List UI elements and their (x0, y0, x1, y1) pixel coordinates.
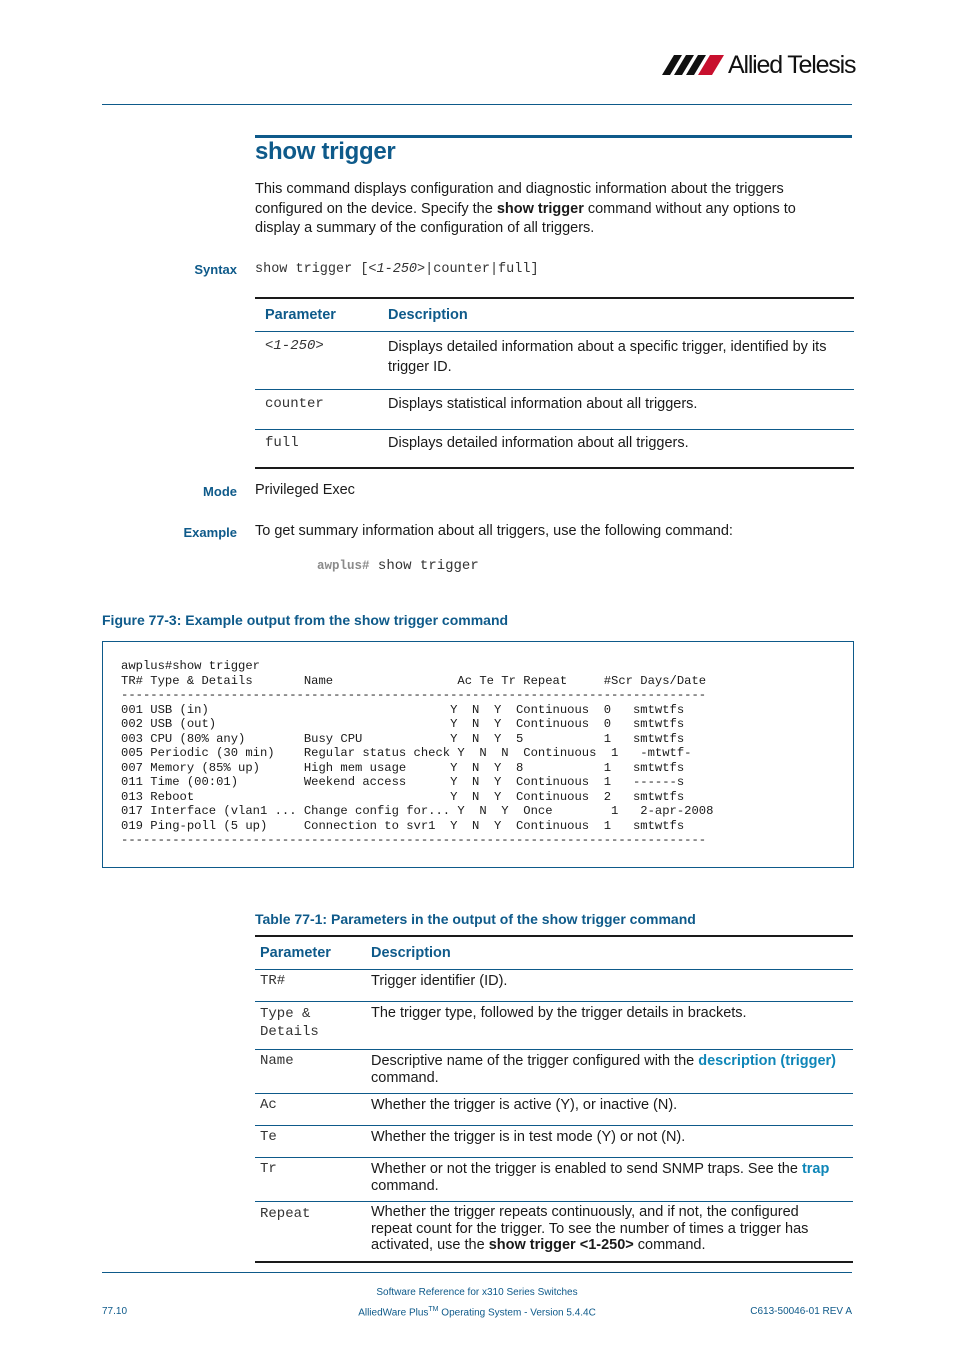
command-text: show trigger (377, 558, 479, 574)
syntax-italic: 1-250 (376, 262, 418, 277)
desc-text: Whether the trigger repeats continuously, and if not, the configured repeat count for the trigger. To see the number of times a trigger has activated, use the (371, 1204, 809, 1253)
desc-text: command. (371, 1069, 439, 1086)
footer-title: Software Reference for x310 Series Switches (376, 1287, 578, 1298)
desc-cell: Whether the trigger is in test mode (Y) or not (N). (356, 1126, 853, 1158)
table-row (255, 970, 853, 1002)
intro-text: configured on the device. Specify the (255, 200, 497, 217)
example-command (317, 558, 479, 574)
desc-cell: Displays statistical information about all triggers. (378, 390, 854, 430)
example-text: To get summary information about all triggers, use the following command: (255, 523, 733, 539)
intro-text: command without any options to (583, 200, 796, 217)
desc-cell (356, 1158, 853, 1202)
output-parameters-table (255, 935, 853, 1263)
column-header: Description (371, 945, 451, 961)
desc-cell: Whether the trigger is active (Y), or inactive (N). (356, 1094, 853, 1126)
syntax-command (255, 262, 539, 277)
param-italic: 1-250 (273, 338, 316, 354)
intro-line (255, 200, 855, 220)
footer-text: AlliedWare Plus (358, 1307, 429, 1319)
param-cell: Repeat (255, 1202, 356, 1263)
table-row (255, 390, 854, 430)
page-number: 77.10 (102, 1306, 128, 1317)
description-trigger-link[interactable]: description (trigger) (698, 1053, 836, 1069)
param-part: < (265, 338, 274, 354)
logo-text: Allied Telesis (728, 50, 856, 79)
intro-bold-command: show trigger (496, 200, 584, 217)
desc-cell: Displays detailed information about all triggers. (378, 430, 854, 469)
param-cell (255, 332, 378, 390)
command-output-box (102, 641, 854, 868)
desc-cell (356, 1202, 853, 1263)
allied-telesis-logo-icon (662, 55, 724, 75)
command-output: awplus#show trigger TR# Type & Details Name Ac Te Tr Repeat #Scr Days/Date -------------------------------------------------------------------------------- 001 USB (in) Y N Y Continuous 0 smtwtfs 002 USB (out) Y N Y Continuous 0 smtwtfs 003 CPU (80% any) Busy CPU Y N Y 5 1 smtwtfs 005 Periodic (30 min) Regular status check Y N N Continuous 1 -mtwtf- 007 Memory (85% up) High mem usage Y N Y 8 1 smtwtfs 011 Time (00:01) Weekend access Y N Y Continuous 1 ------s 013 Reboot Y N Y Continuous 2 smtwtfs 017 Interface (vlan1 ... Change config for... Y N Y Once 1 2-apr-2008 019 Ping-poll (5 up) Connection to svr1 Y N Y Continuous 1 smtwtfs -------------------------------------------------------------------------------- (121, 659, 714, 847)
table-row (255, 1202, 853, 1263)
example-label: Example (183, 525, 237, 540)
page-title: show trigger (255, 138, 396, 165)
document-id: C613-50046-01 REV A (750, 1306, 852, 1317)
param-cell: full (255, 430, 378, 469)
footer-text: Operating System - Version 5.4.4C (438, 1307, 596, 1319)
column-header: Parameter (265, 307, 336, 323)
table-row (255, 1002, 853, 1050)
desc-cell (356, 1050, 853, 1094)
param-line: Type & (260, 1006, 311, 1022)
desc-text: command. (633, 1237, 706, 1253)
param-cell: Name (255, 1050, 356, 1094)
intro-line: This command displays configuration and diagnostic information about the triggers (255, 181, 784, 197)
mode-text: Privileged Exec (255, 482, 355, 498)
intro-paragraph (255, 180, 855, 239)
desc-cell: Trigger identifier (ID). (356, 970, 853, 1002)
trap-link[interactable]: trap (801, 1161, 830, 1177)
mode-label: Mode (203, 484, 237, 499)
param-cell: Tr (255, 1158, 356, 1202)
logo (662, 52, 855, 78)
intro-line: display a summary of the configuration of all triggers. (255, 220, 595, 236)
table-row (255, 1158, 853, 1202)
table-caption: Table 77-1: Parameters in the output of the show trigger command (255, 911, 696, 927)
table-row (255, 1050, 853, 1094)
parameter-table (255, 297, 854, 469)
param-cell (255, 1002, 356, 1050)
footer-rule (102, 1272, 852, 1273)
table-row (255, 430, 854, 469)
desc-text: command. (371, 1177, 439, 1194)
param-cell: Ac (255, 1094, 356, 1126)
param-line: Details (260, 1024, 319, 1040)
desc-cell: The trigger type, followed by the trigger details in brackets. (356, 1002, 853, 1050)
syntax-label: Syntax (194, 262, 237, 277)
desc-text: Whether or not the trigger is enabled to send SNMP traps. See the (371, 1161, 802, 1177)
param-part: > (315, 338, 324, 354)
desc-cell: Displays detailed information about a specific trigger, identified by its trigger ID. (378, 332, 854, 390)
param-cell: TR# (255, 970, 356, 1002)
table-row (255, 1094, 853, 1126)
figure-caption: Figure 77-3: Example output from the show trigger command (102, 612, 509, 628)
param-cell: counter (255, 390, 378, 430)
command-prompt: awplus# (317, 559, 370, 573)
syntax-part: >|counter|full] (417, 262, 539, 277)
column-header: Description (388, 307, 468, 323)
header-rule (102, 104, 852, 105)
syntax-part: show trigger [< (255, 262, 377, 277)
desc-text: Descriptive name of the trigger configured with the (371, 1053, 699, 1069)
table-row (255, 332, 854, 390)
trademark-mark: TM (428, 1306, 439, 1313)
desc-bold-command: show trigger <1-250> (488, 1237, 634, 1253)
table-row (255, 1126, 853, 1158)
column-header: Parameter (260, 945, 331, 961)
param-cell: Te (255, 1126, 356, 1158)
